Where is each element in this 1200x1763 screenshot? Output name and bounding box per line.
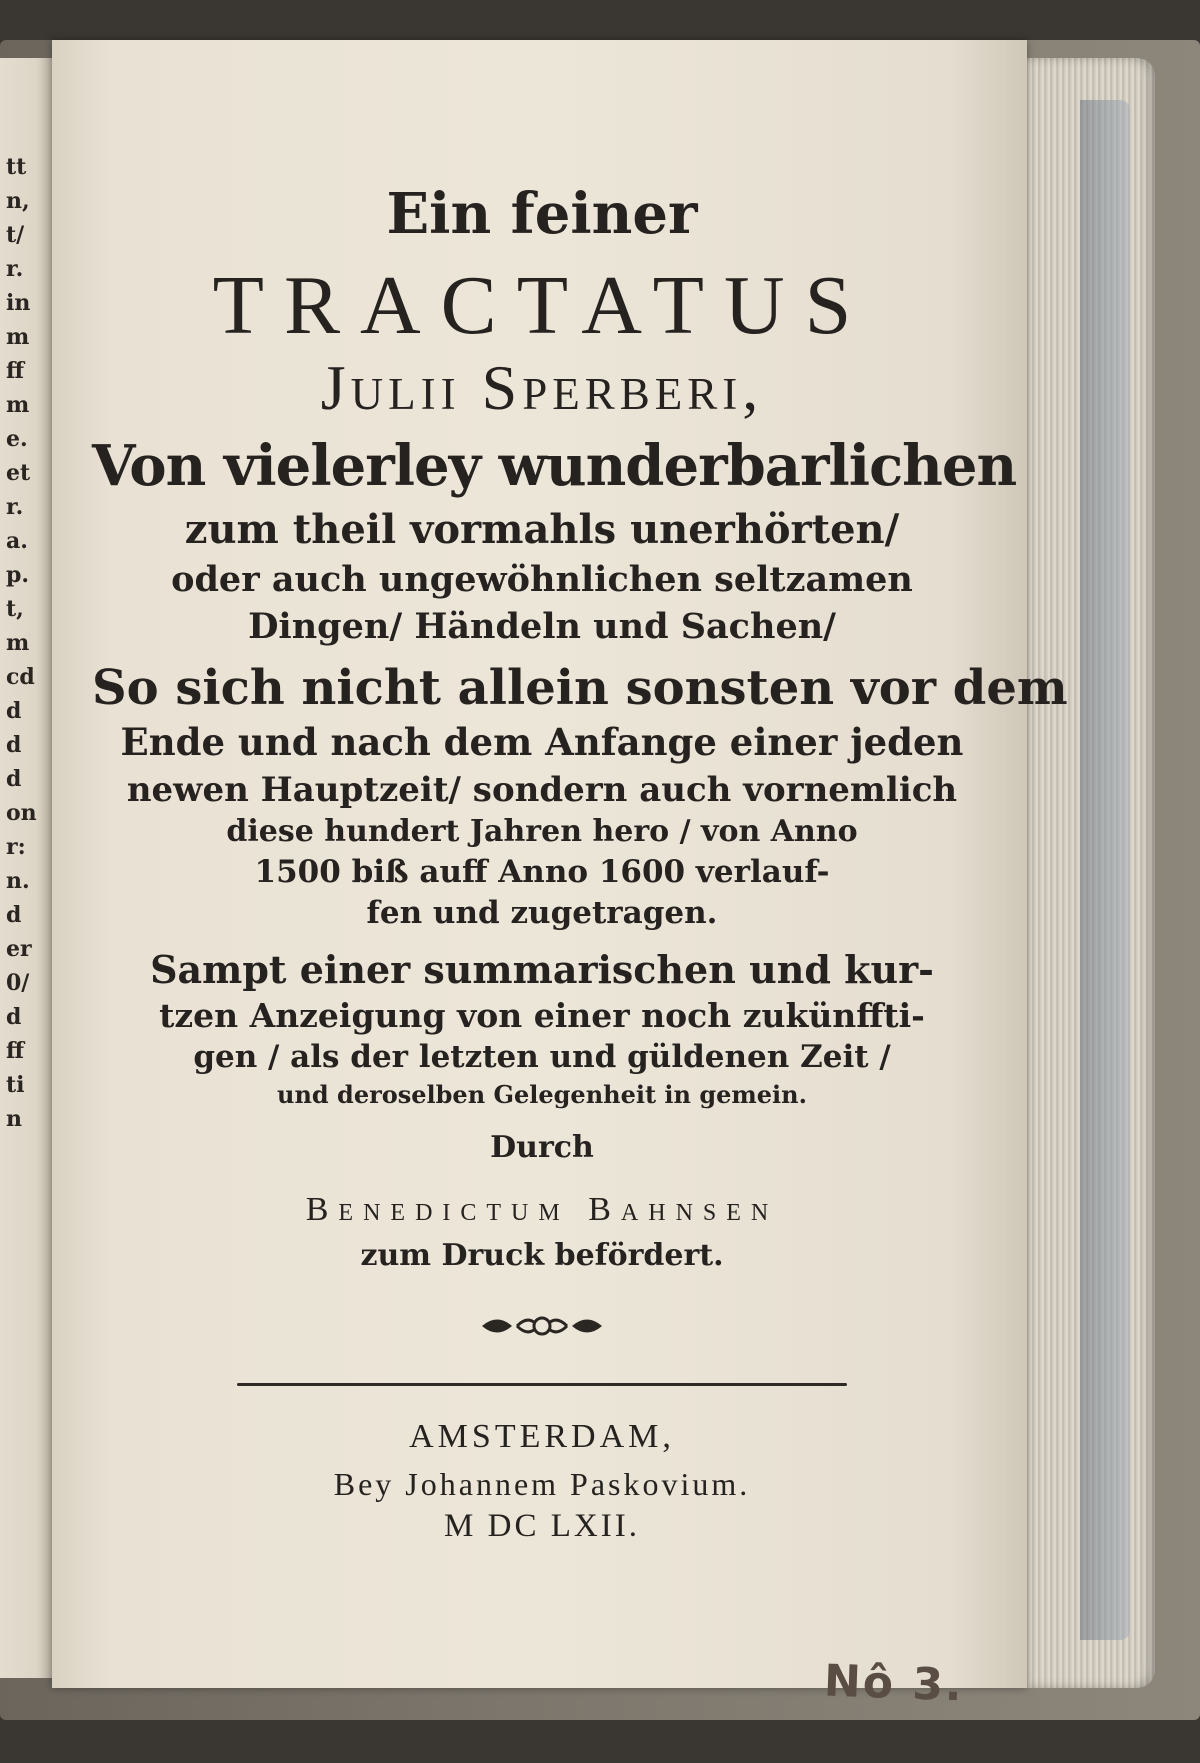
left-text-fragment: tt — [6, 154, 27, 180]
handwritten-shelfmark: Nô 3. — [823, 1655, 965, 1712]
title-line: gen / als der letzten und güldenen Zeit / — [193, 1039, 891, 1075]
title-page-text — [92, 148, 1068, 1544]
left-text-fragment: et — [6, 460, 31, 486]
left-text-fragment: r: — [6, 834, 26, 860]
left-text-fragment: d — [6, 902, 22, 928]
left-page-edge — [0, 58, 52, 1678]
left-text-fragment: t, — [6, 596, 24, 622]
left-text-fragment: m — [6, 630, 30, 656]
imprint-place: AMSTERDAM, — [409, 1418, 675, 1455]
left-text-fragment: d — [6, 732, 22, 758]
title-line: newen Hauptzeit/ sondern auch vornemlich — [126, 770, 958, 810]
title-line: 1500 biß auff Anno 1600 verlauf- — [254, 854, 830, 890]
printers-ornament-icon — [477, 1311, 607, 1341]
imprint-publisher: Bey Johannem Paskovium. — [333, 1466, 751, 1502]
left-text-fragment: ti — [6, 1072, 25, 1098]
left-text-fragment: 0/ — [6, 970, 30, 996]
left-text-fragment: on — [6, 800, 37, 826]
left-text-fragment: r. — [6, 494, 24, 520]
left-text-fragment: m — [6, 392, 30, 418]
left-text-fragment: n, — [6, 188, 30, 214]
title-page — [52, 40, 1068, 1712]
title-line: tzen Anzeigung von einer noch zukünffti- — [159, 996, 925, 1035]
title-line: diese hundert Jahren hero / von Anno — [226, 814, 858, 849]
left-text-fragment: d — [6, 766, 22, 792]
page-stack-shadow — [1080, 100, 1130, 1640]
left-text-fragment: in — [6, 290, 31, 316]
left-text-fragment: ff — [6, 358, 25, 384]
by-line: Durch — [490, 1130, 594, 1165]
author-name: Julii Sperberi, — [320, 352, 764, 423]
left-text-fragment: t/ — [6, 222, 25, 248]
left-text-fragment: r. — [6, 256, 24, 282]
title-line: Dingen/ Händeln und Sachen/ — [248, 606, 836, 647]
imprint-year: M DC LXII. — [444, 1508, 640, 1544]
title-line: fen und zugetragen. — [366, 895, 718, 931]
left-text-fragment: n — [6, 1106, 22, 1132]
editor-name: Benedictum Bahnsen — [305, 1191, 779, 1228]
title-line-intro: Ein feiner — [386, 181, 698, 247]
left-text-fragment: n. — [6, 868, 30, 894]
left-text-fragment: m — [6, 324, 30, 350]
title-line: zum theil vormahls unerhörten/ — [184, 506, 900, 553]
left-text-fragment: a. — [6, 528, 28, 554]
title-line-subject: Von vielerley wunderbarlichen — [92, 433, 1017, 499]
left-text-fragment: er — [6, 936, 32, 962]
title-line: Sampt einer summarischen und kur- — [150, 947, 934, 992]
title-line: und deroselben Gelegenheit in gemein. — [277, 1080, 807, 1109]
left-text-fragment: e. — [6, 426, 28, 452]
left-text-fragment: d — [6, 1004, 22, 1030]
title-line: So sich nicht allein sonsten vor dem — [92, 660, 1068, 716]
title-line: oder auch ungewöhnlichen seltzamen — [171, 559, 913, 600]
title-line: Ende und nach dem Anfange einer jeden — [120, 720, 964, 764]
title-line: zum Druck befördert. — [360, 1238, 724, 1273]
left-text-fragment: ff — [6, 1038, 25, 1064]
left-text-fragment: cd — [6, 664, 35, 690]
left-text-fragment: d — [6, 698, 22, 724]
title-main: TRACTATUS — [212, 259, 872, 352]
horizontal-rule — [237, 1383, 847, 1386]
left-text-fragment: p. — [6, 562, 30, 588]
